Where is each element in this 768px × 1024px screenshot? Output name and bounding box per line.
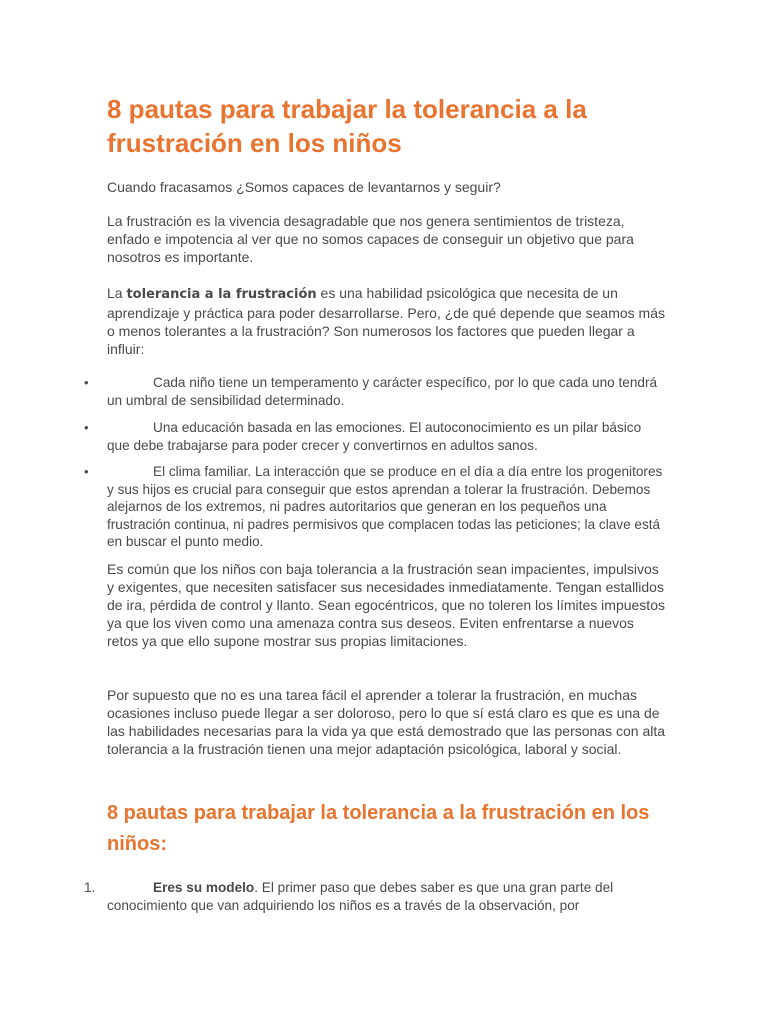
- bullet-symbol: •: [84, 375, 89, 390]
- page-title: 8 pautas para trabajar la tolerancia a la frustración en los niños: [107, 94, 587, 158]
- section-subtitle: 8 pautas para trabajar la tolerancia a la frustración en los niños:: [107, 802, 650, 855]
- paragraph-tolerance-rest: es una habilidad psicológica que necesita de un aprendizaje y práctica para poder desarrollarse. Pero, ¿de qué depende que seamos más o menos tolerantes a la frustración? Son numerosos los factores que pueden llegar a influir:: [107, 285, 665, 357]
- list-item: [107, 374, 667, 409]
- paragraph-tolerance: [107, 284, 667, 358]
- bullet-text: Una educación basada en las emociones. El autoconocimiento es un pilar básico que debe trabajarse para poder crecer y convertirnos en adultos sanos.: [107, 420, 642, 453]
- list-item: [107, 419, 667, 454]
- numbered-item-bold: Eres su modelo: [153, 880, 255, 895]
- bullet-symbol: •: [84, 420, 89, 435]
- bullet-symbol: •: [84, 464, 89, 479]
- list-number: 1.: [84, 880, 96, 895]
- paragraph-not-easy: Por supuesto que no es una tarea fácil el aprender a tolerar la frustración, en muchas ocasiones incluso puede llegar a ser doloroso, pero lo que sí está claro es que es una de las habilidades necesarias para la vida ya que está demostrado que las personas con alta tolerancia a la frustración tienen una mejor adaptación psicológica, laboral y social.: [107, 687, 666, 757]
- paragraph-tolerance-bold: tolerancia a la frustración: [126, 287, 317, 302]
- bullet-text: Cada niño tiene un temperamento y carácter específico, por lo que cada uno tendrá un umbral de sensibilidad determinado.: [107, 375, 658, 408]
- intro-question: Cuando fracasamos ¿Somos capaces de levantarnos y seguir?: [107, 179, 501, 195]
- numbered-item-text: . El primer paso que debes saber es que una gran parte del conocimiento que van adquiriendo los niños es a través de la observación, por: [107, 880, 614, 913]
- list-item: [107, 463, 667, 551]
- paragraph-definition: La frustración es la vivencia desagradable que nos genera sentimientos de tristeza, enfado e impotencia al ver que no somos capaces de conseguir un objetivo que para nosotros es importante.: [107, 213, 634, 265]
- numbered-item: [107, 879, 667, 914]
- paragraph-low-tolerance: Es común que los niños con baja tolerancia a la frustración sean impacientes, impulsivos y exigentes, que necesiten satisfacer sus necesidades inmediatamente. Tengan estallidos de ira, pérdida de control y llanto. Sean egocéntricos, que no toleren los límites impuestos ya que los viven como una amenaza contra sus deseos. Eviten enfrentarse a nuevos retos ya que ello supone mostrar sus propias limitaciones.: [107, 561, 665, 649]
- paragraph-tolerance-prefix: La: [107, 285, 127, 301]
- bullet-text: El clima familiar. La interacción que se produce en el día a día entre los progenitores y sus hijos es crucial para conseguir que estos aprendan a tolerar la frustración. Debemos alejarnos de los extremos, ni padres autoritarios que generan en los pequeños una frustración continua, ni padres permisivos que complacen todas las peticiones; la clave está en buscar el punto medio.: [107, 464, 663, 550]
